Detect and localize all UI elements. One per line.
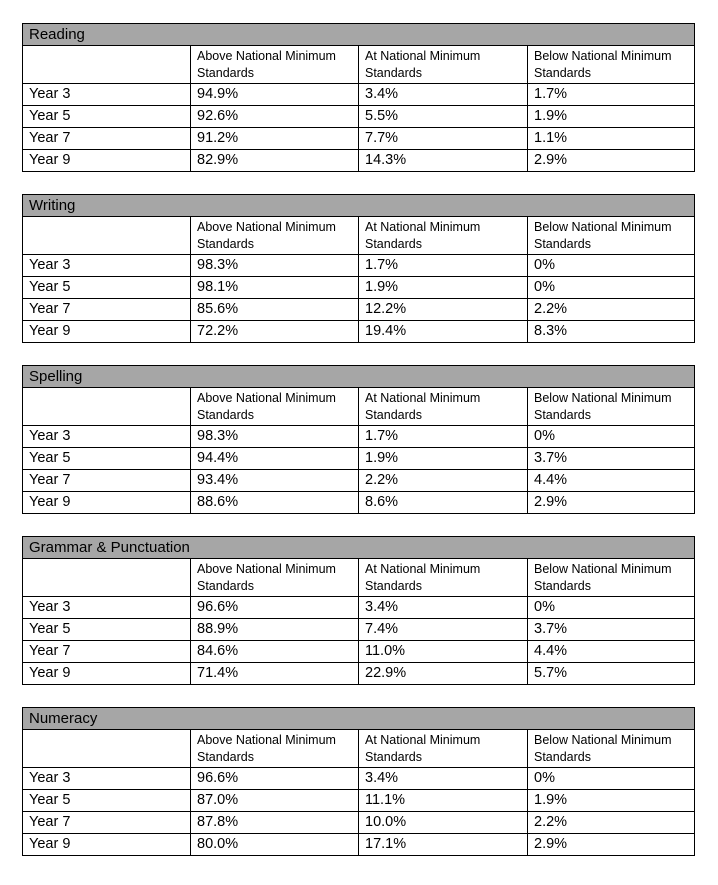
- above-cell: 87.0%: [191, 790, 359, 812]
- header-below: Below National Minimum Standards: [528, 46, 695, 84]
- at-cell: 11.1%: [359, 790, 528, 812]
- section-table-grammar-punctuation: [22, 536, 695, 685]
- section-title: Spelling: [23, 366, 695, 388]
- header-empty-cell: [23, 559, 191, 597]
- results-tables: [22, 23, 694, 878]
- year-cell: Year 3: [23, 426, 191, 448]
- at-cell: 3.4%: [359, 768, 528, 790]
- year-cell: Year 9: [23, 663, 191, 685]
- above-cell: 88.6%: [191, 492, 359, 514]
- section-table-reading: [22, 23, 695, 172]
- below-cell: 3.7%: [528, 619, 695, 641]
- table-row: [23, 768, 695, 790]
- year-cell: Year 9: [23, 492, 191, 514]
- header-below: Below National Minimum Standards: [528, 388, 695, 426]
- at-cell: 8.6%: [359, 492, 528, 514]
- column-header-row: [23, 730, 695, 768]
- header-below: Below National Minimum Standards: [528, 730, 695, 768]
- at-cell: 19.4%: [359, 321, 528, 343]
- above-cell: 98.3%: [191, 255, 359, 277]
- header-above: Above National Minimum Standards: [191, 388, 359, 426]
- column-header-row: [23, 217, 695, 255]
- table-row: [23, 641, 695, 663]
- above-cell: 82.9%: [191, 150, 359, 172]
- above-cell: 80.0%: [191, 834, 359, 856]
- above-cell: 94.4%: [191, 448, 359, 470]
- header-at: At National Minimum Standards: [359, 46, 528, 84]
- section-title: Grammar & Punctuation: [23, 537, 695, 559]
- above-cell: 84.6%: [191, 641, 359, 663]
- year-cell: Year 7: [23, 641, 191, 663]
- below-cell: 1.1%: [528, 128, 695, 150]
- above-cell: 98.1%: [191, 277, 359, 299]
- header-above: Above National Minimum Standards: [191, 217, 359, 255]
- below-cell: 3.7%: [528, 448, 695, 470]
- table-row: [23, 492, 695, 514]
- below-cell: 1.7%: [528, 84, 695, 106]
- above-cell: 72.2%: [191, 321, 359, 343]
- table-row: [23, 84, 695, 106]
- table-row: [23, 663, 695, 685]
- year-cell: Year 3: [23, 768, 191, 790]
- above-cell: 93.4%: [191, 470, 359, 492]
- year-cell: Year 7: [23, 128, 191, 150]
- year-cell: Year 7: [23, 812, 191, 834]
- below-cell: 5.7%: [528, 663, 695, 685]
- at-cell: 3.4%: [359, 597, 528, 619]
- below-cell: 0%: [528, 255, 695, 277]
- table-row: [23, 255, 695, 277]
- table-row: [23, 448, 695, 470]
- below-cell: 8.3%: [528, 321, 695, 343]
- below-cell: 2.2%: [528, 299, 695, 321]
- table-row: [23, 812, 695, 834]
- at-cell: 1.9%: [359, 448, 528, 470]
- header-empty-cell: [23, 388, 191, 426]
- header-at: At National Minimum Standards: [359, 388, 528, 426]
- section-title-row: [23, 537, 695, 559]
- year-cell: Year 3: [23, 255, 191, 277]
- table-row: [23, 790, 695, 812]
- below-cell: 4.4%: [528, 641, 695, 663]
- at-cell: 14.3%: [359, 150, 528, 172]
- at-cell: 1.9%: [359, 277, 528, 299]
- section-title-row: [23, 708, 695, 730]
- table-row: [23, 277, 695, 299]
- above-cell: 71.4%: [191, 663, 359, 685]
- section-table-writing: [22, 194, 695, 343]
- above-cell: 94.9%: [191, 84, 359, 106]
- table-row: [23, 834, 695, 856]
- section-title-row: [23, 195, 695, 217]
- at-cell: 5.5%: [359, 106, 528, 128]
- year-cell: Year 5: [23, 790, 191, 812]
- table-row: [23, 470, 695, 492]
- table-row: [23, 106, 695, 128]
- year-cell: Year 9: [23, 150, 191, 172]
- section-table-spelling: [22, 365, 695, 514]
- year-cell: Year 7: [23, 299, 191, 321]
- header-below: Below National Minimum Standards: [528, 559, 695, 597]
- header-above: Above National Minimum Standards: [191, 46, 359, 84]
- table-row: [23, 597, 695, 619]
- at-cell: 22.9%: [359, 663, 528, 685]
- below-cell: 0%: [528, 426, 695, 448]
- year-cell: Year 9: [23, 321, 191, 343]
- year-cell: Year 3: [23, 597, 191, 619]
- below-cell: 1.9%: [528, 106, 695, 128]
- header-above: Above National Minimum Standards: [191, 559, 359, 597]
- section-title-row: [23, 24, 695, 46]
- above-cell: 98.3%: [191, 426, 359, 448]
- at-cell: 12.2%: [359, 299, 528, 321]
- below-cell: 2.9%: [528, 834, 695, 856]
- below-cell: 2.9%: [528, 492, 695, 514]
- section-table-numeracy: [22, 707, 695, 856]
- table-row: [23, 619, 695, 641]
- at-cell: 17.1%: [359, 834, 528, 856]
- header-empty-cell: [23, 217, 191, 255]
- below-cell: 2.9%: [528, 150, 695, 172]
- year-cell: Year 7: [23, 470, 191, 492]
- above-cell: 96.6%: [191, 768, 359, 790]
- header-empty-cell: [23, 730, 191, 768]
- above-cell: 92.6%: [191, 106, 359, 128]
- at-cell: 1.7%: [359, 426, 528, 448]
- column-header-row: [23, 388, 695, 426]
- at-cell: 7.4%: [359, 619, 528, 641]
- year-cell: Year 5: [23, 448, 191, 470]
- above-cell: 87.8%: [191, 812, 359, 834]
- at-cell: 10.0%: [359, 812, 528, 834]
- below-cell: 0%: [528, 768, 695, 790]
- year-cell: Year 5: [23, 277, 191, 299]
- section-title-row: [23, 366, 695, 388]
- header-at: At National Minimum Standards: [359, 730, 528, 768]
- header-above: Above National Minimum Standards: [191, 730, 359, 768]
- above-cell: 91.2%: [191, 128, 359, 150]
- year-cell: Year 9: [23, 834, 191, 856]
- at-cell: 2.2%: [359, 470, 528, 492]
- above-cell: 85.6%: [191, 299, 359, 321]
- table-row: [23, 426, 695, 448]
- at-cell: 3.4%: [359, 84, 528, 106]
- table-row: [23, 150, 695, 172]
- table-row: [23, 321, 695, 343]
- above-cell: 96.6%: [191, 597, 359, 619]
- column-header-row: [23, 46, 695, 84]
- at-cell: 1.7%: [359, 255, 528, 277]
- table-row: [23, 299, 695, 321]
- below-cell: 4.4%: [528, 470, 695, 492]
- header-below: Below National Minimum Standards: [528, 217, 695, 255]
- below-cell: 0%: [528, 597, 695, 619]
- section-title: Writing: [23, 195, 695, 217]
- year-cell: Year 5: [23, 619, 191, 641]
- table-row: [23, 128, 695, 150]
- section-title: Reading: [23, 24, 695, 46]
- at-cell: 11.0%: [359, 641, 528, 663]
- below-cell: 0%: [528, 277, 695, 299]
- year-cell: Year 5: [23, 106, 191, 128]
- below-cell: 2.2%: [528, 812, 695, 834]
- header-empty-cell: [23, 46, 191, 84]
- below-cell: 1.9%: [528, 790, 695, 812]
- header-at: At National Minimum Standards: [359, 559, 528, 597]
- year-cell: Year 3: [23, 84, 191, 106]
- header-at: At National Minimum Standards: [359, 217, 528, 255]
- above-cell: 88.9%: [191, 619, 359, 641]
- section-title: Numeracy: [23, 708, 695, 730]
- column-header-row: [23, 559, 695, 597]
- at-cell: 7.7%: [359, 128, 528, 150]
